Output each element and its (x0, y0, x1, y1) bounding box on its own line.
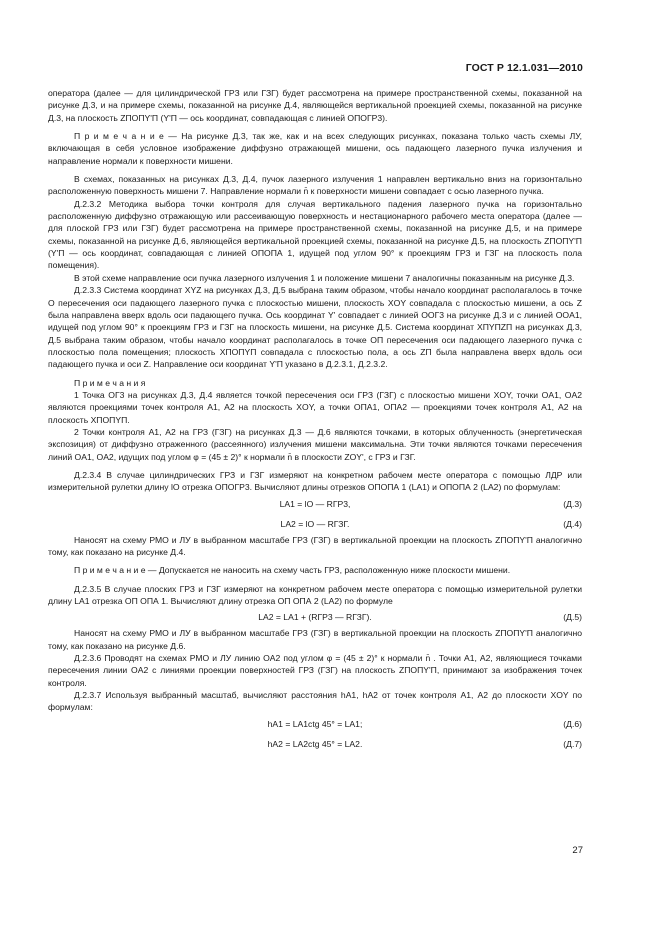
equation-formula: hА1 = LА1ctg 45° = LА1; (267, 718, 363, 729)
equation-d5 (48, 607, 582, 627)
paragraph: Д.2.3.5 В случае плоских ГРЗ и ГЗГ измеряют на конкретном рабочем месте оператора с помощью измерительной рулетки длину LА1 отрезка OП OПА 1. Вычисляют длину отрезка OП OПА 2 (LА2) по формуле (48, 583, 582, 607)
equation-d3 (48, 494, 582, 514)
equation-number: (Д.6) (563, 718, 582, 729)
equation-formula: LА2 = LА1 + (RГР3 — RГЗГ). (258, 612, 372, 623)
paragraph: П р и м е ч а н и е — Допускается не наносить на схему часть ГРЗ, расположенную ниже плоскости мишени. (74, 565, 511, 576)
equation-number: (Д.7) (563, 738, 582, 749)
page-number: 27 (572, 845, 583, 856)
paragraph: В схемах, показанных на рисунках Д.3, Д.4, пучок лазерного излучения 1 направлен вертикально вниз на горизонтально расположенную поверхность мишени 7. Направление нормали n̄ к поверхности мишени совпадает с осью лазерного пучка. (48, 174, 582, 197)
equation-formula: LА2 = lO — RГЗГ. (280, 518, 350, 529)
paragraph: 1 Точка OГ3 на рисунках Д.3, Д.4 является точкой пересечения оси ГРЗ (ГЗГ) с плоскостью мишени XOY, точки OА1, OА2 являются проекциями точек контроля А1, А2 на плоскость XOY, а точки OПА1, OПА2 — проекциями точек контроля А1, А2 на плоскость XПOПYП. (48, 389, 582, 425)
text-section-1 (48, 87, 582, 494)
paragraph: Д.2.3.2 Методика выбора точки контроля для случая вертикального падения лазерного пучка на горизонтально расположенную диффузно отражающую или рассеивающую поверхность и нестационарного рабочего места оператора (далее — для плоской ГРЗ или ГЗГ) будет рассмотрена на примере пространственной схемы, показанной на рисунке Д.5, и на примере схемы, показанной на рисунке Д.6, являющейся вертикальной проекцией схемы, показанной на рисунке Д.5, на плоскость ZПOПY'П (Y'П — ось координат, совпадающая с линией OПOПА 1, идущей под углом 90° к проекциям ГРЗ и ГЗГ на плоскость пола помещения). (48, 198, 582, 271)
equation-number: (Д.3) (563, 498, 582, 509)
equation-d7 (48, 734, 582, 754)
paragraph: Д.2.3.4 В случае цилиндрических ГРЗ и ГЗГ измеряют на конкретном рабочем месте оператора с помощью ЛДР или измерительной рулетки длину lO отрезка OПOГР3. Вычисляют длины отрезков OПOПА 1 (LА1) и OПOПА 2 (LА2) по формулам: (48, 469, 582, 493)
paragraph: Наносят на схему РМО и ЛУ в выбранном масштабе ГРЗ (ГЗГ) в вертикальной проекции на плоскость ZПOПY'П аналогично тому, как показано на рисунке Д.4. (48, 534, 582, 557)
text-section-2 (48, 534, 582, 608)
paragraph: П р и м е ч а н и я (74, 377, 146, 388)
document-body (48, 87, 582, 754)
document-header: ГОСТ Р 12.1.031—2010 (465, 62, 583, 74)
paragraph: П р и м е ч а н и е — На рисунке Д.3, так же, как и на всех следующих рисунках, показана только часть схемы ЛУ, включающая в себя условное изображение диффузно отражающей мишени, ось падающего лазерного пучка излучения и направление нормали к поверхности мишени. (48, 131, 582, 166)
paragraph: Наносят на схему РМО и ЛУ в выбранном масштабе ГРЗ (ГЗГ) в вертикальной проекции на плоскость ZПOПY'П аналогично тому, как показано на рисунке Д.6. (48, 628, 582, 651)
paragraph: оператора (далее — для цилиндрической ГРЗ или ГЗГ) будет рассмотрена на примере пространственной схемы, показанной на рисунке Д.3, и на примере схемы, показанной на рисунке Д.4, являющейся вертикальной проекцией схемы, показанной на рисунке Д.3, на плоскость ZПOПY'П (Y'П — ось координат, совпадающая с линией OПOГР3). (48, 88, 582, 123)
paragraph: Д.2.3.6 Проводят на схемах РМО и ЛУ линию OA2 под углом φ = (45 ± 2)° к нормали n̄ . Точки А1, А2, являющиеся точками пересечения линии OA2 с линиями проекции поверхностей ГРЗ (ГЗГ) на плоскость ZПOПY'П, принимают за изображения точек контроля. (48, 653, 582, 688)
equation-d6 (48, 714, 582, 734)
equation-number: (Д.4) (563, 518, 582, 529)
equation-d4 (48, 514, 582, 534)
equation-formula: LА1 = lO — RГР3, (279, 498, 351, 509)
equation-number: (Д.5) (563, 612, 582, 623)
paragraph: Д.2.3.7 Используя выбранный масштаб, вычисляют расстояния hА1, hА2 от точек контроля А1, А2 до плоскости XOY по формулам: (48, 690, 582, 713)
equation-formula: hА2 = LА2ctg 45° = LА2. (267, 738, 363, 749)
paragraph: В этой схеме направление оси пучка лазерного излучения 1 и положение мишени 7 аналогичны показанным на рисунке Д.3. (74, 272, 575, 283)
paragraph: 2 Точки контроля А1, А2 на ГРЗ (ГЗГ) на рисунках Д.3 — Д.6 являются точками, в которых облученность (энергетическая экспозиция) от диффузно отраженного (рассеянного) излучения мишени максимальна. Эти точки являются точками пересечения линий OA1, OA2, идущих под углом φ = (45 ± 2)° к нормали n̄ в плоскости ZOY', с ГРЗ и ГЗГ. (48, 426, 582, 462)
paragraph: Д.2.3.3 Система координат XYZ на рисунках Д.3, Д.5 выбрана таким образом, чтобы начало координат располагалось в точке O пересечения оси падающего лазерного пучка с плоскостью мишени, плоскость XOY совпадала с плоскостью мишени, а ось Z была направлена вверх вдоль оси падающего пучка. Ось координат Y' совпадает с линией OOГ3 на рисунке Д.3 и с линией OOА1, идущей под углом 90° к проекциям ГРЗ и ГЗГ на плоскость мишени, на рисунке Д.5. Система координат XПYПZП на рисунках Д.3, Д.5 выбрана таким образом, чтобы начало координат располагалось в точке OП пересечения оси падающего лазерного пучка с плоскостью пола помещения; плоскость XПOПYП совпадала с плоскостью пола, а ось ZП была направлена вверх вдоль оси падающего пучка и оси Z. Направление оси координат Y'П указано в Д.2.3.1, Д.2.3.2. (48, 285, 582, 370)
text-section-3 (48, 627, 582, 713)
